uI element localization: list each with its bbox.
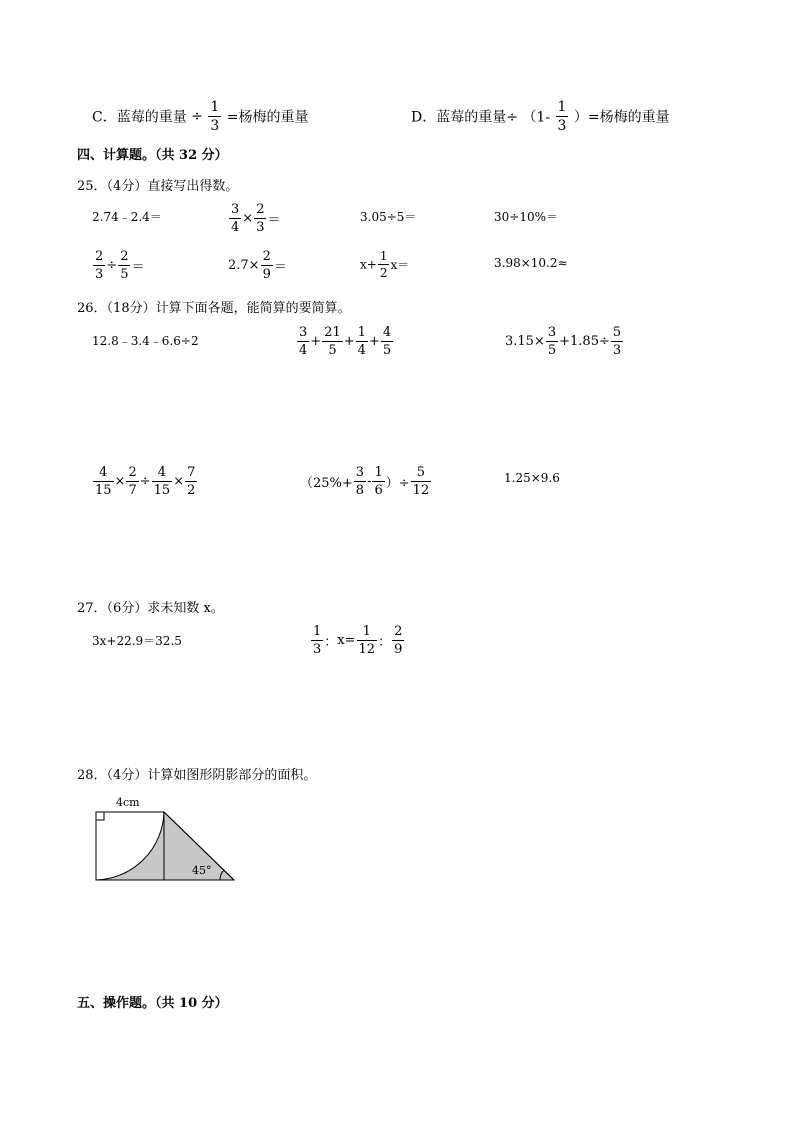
option-d [411, 100, 670, 133]
q25-r1-a: 2.74﹣2.4＝ [92, 210, 162, 224]
option-c-label: C．蓝莓的重量 [92, 109, 187, 126]
q27-e2: $\frac{1}{3}$ ：x= $\frac{1}{12}$ ： $\frac{2}{9}$ [313, 624, 403, 657]
option-c-fraction: $\frac{1}{3}$ [210, 99, 220, 134]
q26-e3: 3.15× $\frac{3}{5}$ +1.85÷ $\frac{5}{3}$ [505, 325, 622, 358]
q25-r1-c: 3.05÷5＝ [360, 210, 417, 224]
section-4-title: 四、计算题。（共 32 分） [77, 148, 228, 163]
option-c [92, 100, 308, 133]
q26-e1: 12.8﹣3.4﹣6.6÷2 [92, 334, 199, 348]
q27-title: 27．（6分）求未知数 x。 [77, 601, 224, 616]
q25-r1-b: $\frac{3}{4}$ × $\frac{2}{3}$ ＝ [231, 202, 281, 235]
angle-label: 45° [192, 864, 212, 877]
top-length-label: 4cm [116, 796, 140, 809]
q25-r2-c: x+ $\frac{1}{2}$ x＝ [360, 249, 410, 280]
option-d-fraction: $\frac{1}{3}$ [557, 99, 567, 134]
shaded-area-figure [86, 790, 246, 890]
option-d-rest: ）=杨梅的重量 [573, 109, 670, 126]
q27-e1: 3x+22.9＝32.5 [92, 634, 182, 648]
section-5-title: 五、操作题。（共 10 分） [77, 996, 228, 1011]
option-d-paren: （1- [522, 109, 551, 126]
right-angle-mark [96, 812, 104, 820]
q25-r2-d: 3.98×10.2≈ [494, 256, 568, 270]
q25-r1-d: 30÷10%＝ [494, 210, 558, 224]
q26-e4: $\frac{4}{15}$ × $\frac{2}{7}$ ÷ $\frac{4}{15}$ × $\frac{7}{2}$ [95, 465, 196, 498]
q26-e2: $\frac{3}{4}$ + $\frac{21}{5}$ + $\frac{1}{4}$ + $\frac{4}{5}$ [299, 325, 392, 358]
q26-e5: （25%+ $\frac{3}{8}$ - $\frac{1}{6}$ ）÷ $\frac{5}{12}$ [300, 465, 430, 498]
option-c-rest: =杨梅的重量 [226, 109, 309, 126]
q26-title: 26．（18分）计算下面各题，能简算的要简算。 [77, 301, 351, 316]
q28-title: 28．（4分）计算如图形阴影部分的面积。 [77, 768, 317, 783]
option-c-op: ÷ [191, 108, 203, 125]
q25-r2-b: 2.7× $\frac{2}{9}$ ＝ [228, 249, 287, 282]
q26-e6: 1.25×9.6 [504, 471, 560, 485]
q25-title: 25．（4分）直接写出得数。 [77, 179, 239, 194]
q25-r2-a: $\frac{2}{3}$ ÷ $\frac{2}{5}$ ＝ [95, 249, 145, 282]
option-d-label: D．蓝莓的重量÷ [411, 109, 518, 126]
shaded-region [96, 812, 234, 880]
